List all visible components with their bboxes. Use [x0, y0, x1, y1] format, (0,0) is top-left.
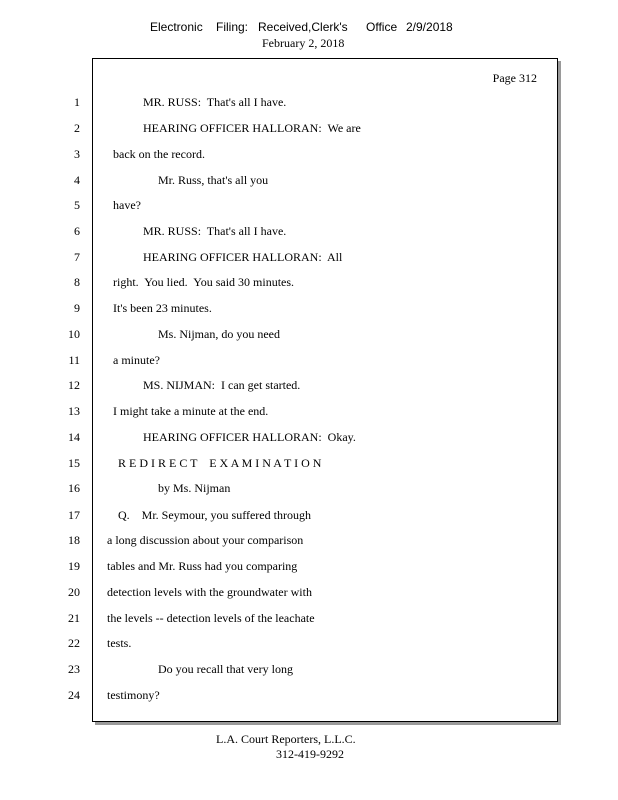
line-number: 6 [74, 224, 80, 238]
reporter-phone: 312-419-9292 [276, 747, 344, 761]
line-number: 10 [68, 327, 80, 341]
line-number: 8 [74, 275, 80, 289]
line-text: testimony? [107, 688, 160, 702]
line-text: HEARING OFFICER HALLORAN: We are [143, 121, 361, 135]
line-number: 9 [74, 301, 80, 315]
line-text: Ms. Nijman, do you need [158, 327, 280, 341]
filing-label: Filing: [216, 20, 249, 34]
filing-stamp [0, 20, 618, 52]
line-number: 5 [74, 198, 80, 212]
line-number: 20 [68, 585, 80, 599]
line-text: Q. Mr. Seymour, you suffered through [118, 508, 311, 522]
line-text: HEARING OFFICER HALLORAN: All [143, 250, 343, 264]
page-number: Page 312 [492, 71, 537, 85]
line-number: 2 [74, 121, 80, 135]
line-number: 24 [68, 688, 80, 702]
line-text: detection levels with the groundwater with [107, 585, 312, 599]
line-number: 4 [74, 173, 80, 187]
reporter-company: L.A. Court Reporters, L.L.C. [216, 732, 356, 746]
line-number: 17 [68, 508, 80, 522]
line-text: by Ms. Nijman [158, 481, 231, 495]
line-text: It's been 23 minutes. [113, 301, 212, 315]
line-number: 22 [68, 636, 80, 650]
line-text: MS. NIJMAN: I can get started. [143, 378, 301, 392]
line-number: 19 [68, 559, 80, 573]
line-text: the levels -- detection levels of the leachate [107, 611, 315, 625]
line-text: a minute? [113, 353, 160, 367]
filing-received: Received,Clerk's [258, 20, 348, 34]
line-number: 18 [68, 533, 80, 547]
filing-office: Office [366, 20, 398, 34]
transcript-page [92, 58, 558, 722]
line-number: 13 [68, 404, 80, 418]
filing-date: 2/9/2018 [406, 20, 453, 34]
line-number: 11 [68, 353, 80, 367]
line-number: 7 [74, 250, 80, 264]
line-text: HEARING OFFICER HALLORAN: Okay. [143, 430, 356, 444]
line-text: Mr. Russ, that's all you [158, 173, 269, 187]
line-text: Do you recall that very long [158, 662, 293, 676]
line-text: MR. RUSS: That's all I have. [143, 224, 287, 238]
line-text: tables and Mr. Russ had you comparing [107, 559, 298, 573]
line-text: R E D I R E C T E X A M I N A T I O N [118, 456, 322, 470]
line-text: tests. [107, 636, 132, 650]
line-number: 14 [68, 430, 80, 444]
line-text: a long discussion about your comparison [107, 533, 304, 547]
line-number: 16 [68, 481, 80, 495]
line-text: have? [113, 198, 141, 212]
line-number: 3 [74, 147, 80, 161]
line-text: I might take a minute at the end. [113, 404, 269, 418]
line-number: 1 [74, 95, 80, 109]
transcript-date: February 2, 2018 [262, 36, 345, 50]
line-text: back on the record. [113, 147, 205, 161]
line-text: right. You lied. You said 30 minutes. [113, 275, 295, 289]
line-number: 23 [68, 662, 80, 676]
line-number: 21 [68, 611, 80, 625]
line-number: 15 [68, 456, 80, 470]
line-text: MR. RUSS: That's all I have. [143, 95, 287, 109]
line-number: 12 [68, 378, 80, 392]
filing-electronic: Electronic [150, 20, 203, 34]
